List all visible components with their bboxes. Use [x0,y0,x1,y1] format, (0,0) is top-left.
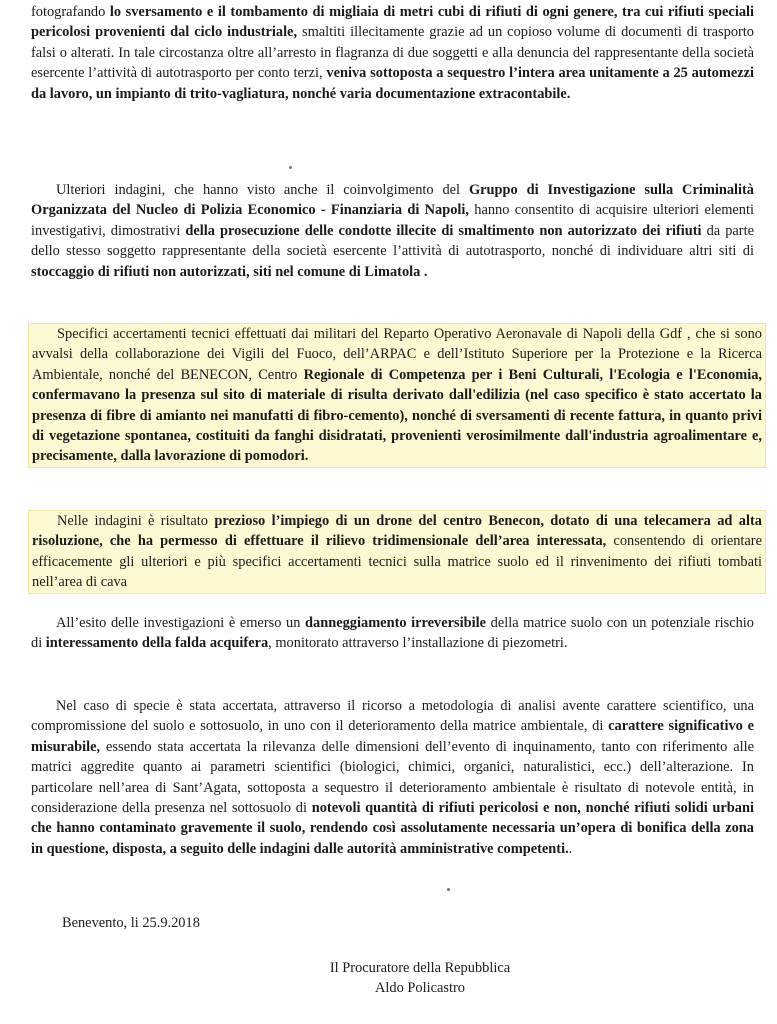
paragraph-6 [31,696,754,859]
paragraph-2 [31,180,754,282]
bold-text-run: veniva sottoposta a sequestro l’intera area unitamente a 25 automezzi da lavoro, un impianto di trito-vagliatura, nonché varia documentazione extracontabile. [31,65,754,102]
text-run: Specifici accertamenti tecnici effettuati dai militari del Reparto Operativo Aeronavale di Napoli della Gdf , che si sono avvalsi della collaborazione dei Vigili del Fuoco, dell’ARPAC e dell’Istituto Superiore per la Protezione e la Ricerca Ambientale, nonché del BENECON, Centro [32,326,762,383]
text-run: Nelle indagini è risultato [57,513,215,529]
text-run: Ulteriori indagini, che hanno visto anche il coinvolgimento del [56,182,469,198]
bold-text-run: Regionale di Competenza per i Beni Culturali, l'Ecologia e l'Economia, confermavano la presenza sul sito di materiale di risulta derivato dall'edilizia (nel caso specifico è stato accertato la presenza di fibre di amianto nei manufatti di fibro-cemento), nonché di sversamenti di recente fattura, in quanto privi di vegetazione spontanea, costituiti da fanghi disidratati, provenienti verosimilmente dall'industria agroalimentare e, precisamente, dalla lavorazione di pomodori. [32,366,762,465]
bold-text-run: prezioso l’impiego di un drone del centro Benecon, dotato di una telecamera ad alta risoluzione, che ha permesso di effettuare il rilievo tridimensionale dell’area interessata, [32,513,762,550]
text-run: della matrice suolo con un potenziale rischio di [31,615,754,652]
bold-text-run: stoccaggio di rifiuti non autorizzati, siti nel comune di Limatola . [31,263,428,280]
paragraph-1 [31,2,754,104]
text-run: fotografando [31,4,110,20]
signature-name: Aldo Policastro [375,980,465,997]
bold-text-run: danneggiamento irreversibile [305,615,487,631]
scan-speck [289,166,292,169]
highlighted-paragraph-3 [28,323,766,468]
text-run: , monitorato attraverso l’installazione di piezometri. [268,635,568,652]
bold-text-run: lo sversamento e il tombamento di migliaia di metri cubi di rifiuti di ogni genere, tra cui rifiuti speciali pericolosi provenienti dal ciclo industriale, [31,4,755,41]
signature-role: Il Procuratore della Repubblica [329,960,511,976]
text-run: All’esito delle investigazioni è emerso un [56,615,306,631]
text-run: consentendo di orientare efficacemente gli ulteriori e più specifici accertamenti tecnici sulla matrice suolo ed il rinvenimento dei rifiuti tombati nell’area di cava [32,533,762,591]
text-run: essendo stata accertata la rilevanza delle dimensioni dell’evento di inquinamento, tanto con riferimento alle matrici aggredite quanto ai parametri scientifici (biologici, chimici, organici, naturalistici, ecc.) dell’alterazione. In particolare nell’area di Sant’Agata, sottoposta a sequestro il deterioramento ambientale è risultato di notevole entità, in considerazione della presenza nel sottosuolo di [31,738,754,817]
bold-text-run: della prosecuzione delle condotte illecite di smaltimento non autorizzato dei rifiuti [185,222,702,239]
text-run: smaltiti illecitamente grazie ad un copioso volume di documenti di trasporto falsi o alterati. In tale circostanza oltre all’arresto in flagranza di due soggetti e alla denuncia del rappresentante della società esercente l’attività di autotrasporto per conto terzi, [31,24,755,82]
bold-text-run: Gruppo di Investigazione sulla Criminalità Organizzata del Nucleo di Polizia Economico - Finanziaria di Napoli, [31,182,754,219]
bold-text-run: interessamento della falda acquifera [45,635,269,652]
scan-speck [447,888,450,891]
text-run: . [568,840,573,857]
signature-block [270,958,570,999]
text-run: hanno consentito di acquisire ulteriori elementi investigativi, dimostrativi [31,202,754,239]
bold-text-run: notevoli quantità di rifiuti pericolosi e non, nonché rifiuti solidi urbani che hanno contaminato gravemente il suolo, rendendo così assolutamente necessaria un’opera di bonifica della zona in questione, disposta, a seguito delle indagini dalle autorità amministrative competenti. [31,800,754,857]
text-run: Nel caso di specie è stata accertata, attraverso il ricorso a metodologia di analisi avente carattere scientifico, una compromissione del suolo e sottosuolo, in uno con il deterioramento della matrice ambientale, di [31,698,754,735]
document-date: Benevento, li 25.9.2018 [62,915,200,931]
highlighted-paragraph-4 [28,510,766,594]
paragraph-5 [31,613,754,654]
bold-text-run: carattere significativo e misurabile, [31,718,754,755]
text-run: da parte dello stesso soggetto rappresentante della società esercente l’attività di autotrasporto, nonché di individuare altri siti di [31,222,754,260]
